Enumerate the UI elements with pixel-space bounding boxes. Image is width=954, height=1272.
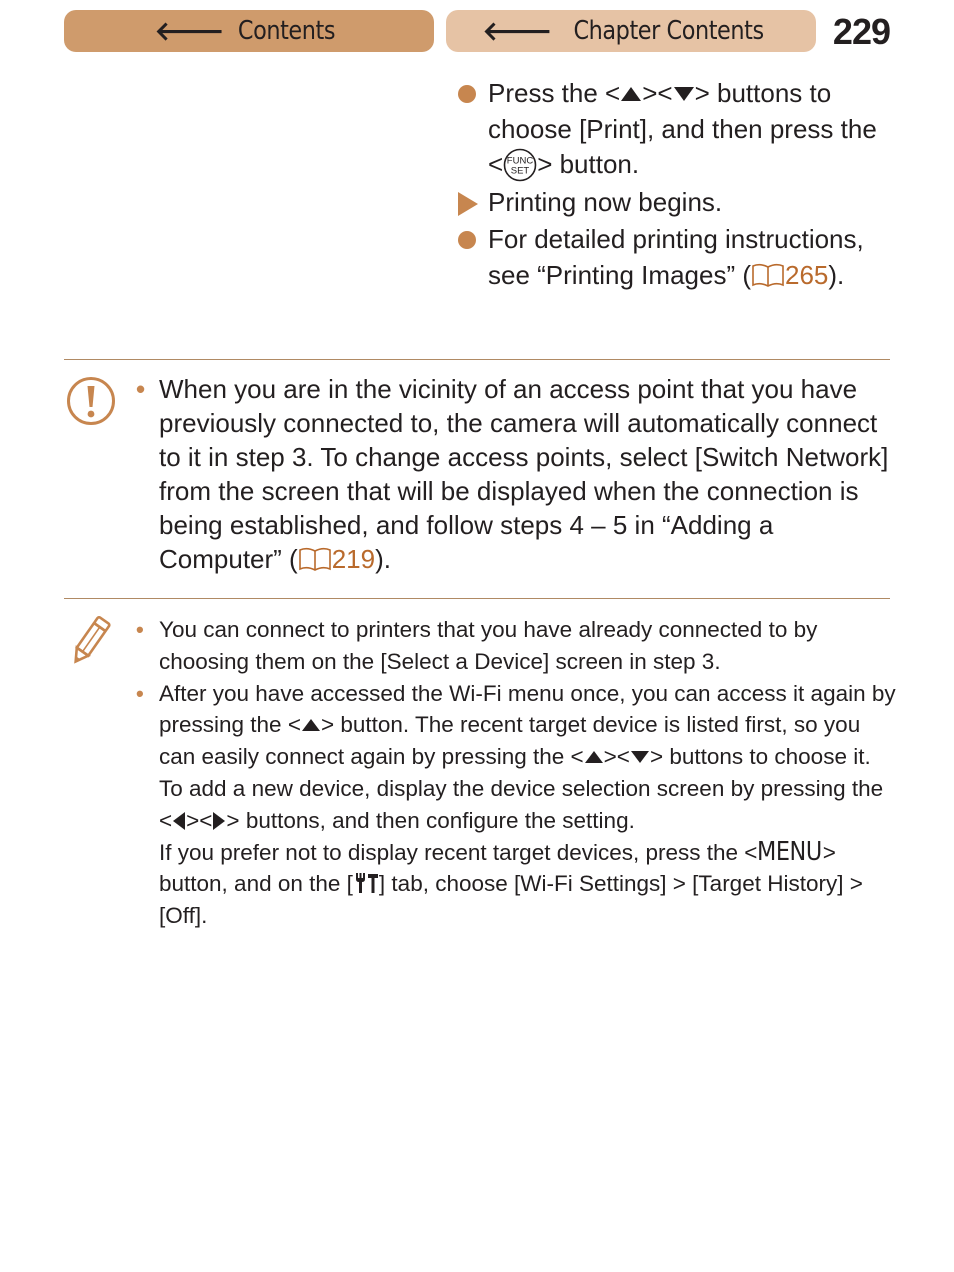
list-item: • After you have accessed the Wi-Fi menu once, you can access it again by pressing the < > button. The recent target device is listed first, so you can easily connect again by pressing the < >< > buttons to choose it. To add a new device, display the device selection screen by pressing the < >< > buttons, and then configure the setting. If you prefer not to display recent target devices, press the <MENU> button, and on the [ ] tab, choose [Wi-Fi Settings] > [Target History] > [Off]. xyxy=(136,678,896,932)
contents-label: Contents xyxy=(238,16,336,46)
contents-button[interactable] xyxy=(64,10,434,52)
up-triangle-icon xyxy=(301,718,321,732)
section-divider xyxy=(64,359,890,360)
up-triangle-icon xyxy=(620,86,642,102)
bullet-icon: • xyxy=(136,374,146,404)
step-item: For detailed printing instructions, see “Printing Images” ( 265). xyxy=(456,222,896,293)
chapter-contents-button[interactable] xyxy=(446,10,816,52)
step-list xyxy=(456,76,896,295)
back-arrow-icon: 🡐 xyxy=(482,16,553,47)
page-number: 229 xyxy=(832,11,890,52)
step-result: Printing now begins. xyxy=(456,185,896,221)
bullet-dot-icon xyxy=(458,231,476,249)
bullet-icon: • xyxy=(136,617,144,642)
down-triangle-icon xyxy=(630,750,650,764)
chapter-contents-label: Chapter Contents xyxy=(573,16,764,46)
pencil-icon xyxy=(66,614,114,668)
left-triangle-icon xyxy=(172,811,186,831)
section-divider xyxy=(64,598,890,599)
bullet-dot-icon xyxy=(458,85,476,103)
bullet-icon: • xyxy=(136,680,144,706)
book-icon xyxy=(751,263,785,287)
book-icon xyxy=(298,547,332,571)
page-link-219[interactable]: 219 xyxy=(298,544,375,574)
func-set-icon xyxy=(503,148,537,182)
down-triangle-icon xyxy=(673,86,695,102)
menu-button-label: MENU xyxy=(757,836,823,867)
result-arrow-icon xyxy=(458,192,478,216)
svg-text:FUNC: FUNC xyxy=(506,155,534,167)
list-item: • You can connect to printers that you have already connected to by choosing them on the [Select a Device] screen in step 3. xyxy=(136,614,896,678)
back-arrow-icon: 🡐 xyxy=(154,16,225,47)
caution-note xyxy=(136,372,896,576)
step-item: Press the < >< > buttons to choose [Print], and then press the < FUNC SET > button. xyxy=(456,76,896,183)
exclamation-circle-icon xyxy=(66,376,116,426)
list-item: • When you are in the vicinity of an access point that you have previously connected to, the camera will automatically connect to it in step 3. To change access points, select [Switch Network] from the screen that will be displayed when the connection is being established, and follow steps 4 – 5 in “Adding a Computer” ( 219). xyxy=(136,374,889,574)
up-triangle-icon xyxy=(584,750,604,764)
svg-text:SET: SET xyxy=(510,165,530,177)
tools-icon xyxy=(353,872,379,894)
tips-note xyxy=(136,614,896,932)
page-link-265[interactable]: 265 xyxy=(751,260,828,290)
right-triangle-icon xyxy=(212,811,226,831)
